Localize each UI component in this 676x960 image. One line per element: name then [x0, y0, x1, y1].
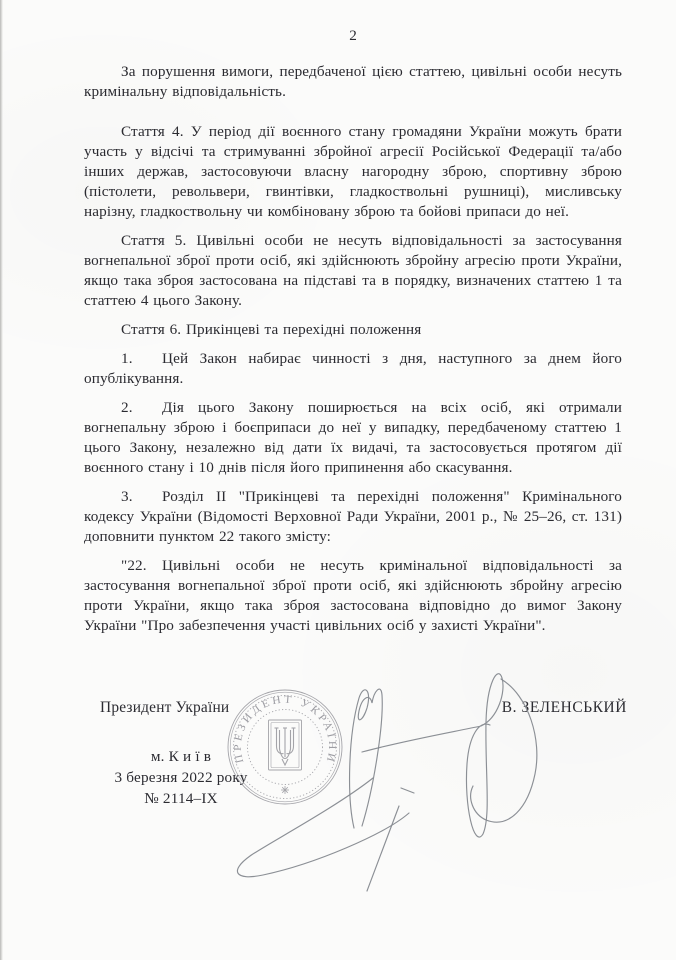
numbered-item-2 [84, 398, 622, 478]
item-text: Дія цього Закону поширюється на всіх осіб, які отримали вогнепальну зброю і боєприпаси до неї у випадку, передбаченому статтею 1 цього Закону, незалежно від дати їх видачі, та застосовується протягом дії воєнного стану і 10 днів після його припинення або скасування. [84, 399, 622, 476]
paragraph-article-4: Стаття 4. У період дії воєнного стану громадяни України можуть брати участь у відсічі та стримуванні збройної агресії Російської Федерації та/або інших держав, застосовуючи власну нагородну зброю, спортивну зброю (пістолети, револьвери, гвинтівки, гладкоствольні рушниці), мисливську нарізну, гладкоствольну чи комбіновану зброю та бойові припаси до неї. [84, 123, 622, 220]
signature-place: м. К и ї в [150, 748, 212, 765]
paragraph-article-5: Стаття 5. Цивільні особи не несуть відповідальності за застосування вогнепальної зброї проти осіб, які здійснюють збройну агресію проти України, якщо така зброя застосована на підставі та в порядку, визначених статтею 1 та статтею 4 цього Закону. [84, 232, 622, 309]
seal-ring-text: ПРЕЗИДЕНТ УКРАЇНИ [232, 694, 338, 765]
numbered-item-3 [84, 487, 622, 547]
signer-title: Президент України [100, 699, 230, 716]
signer-name: В. ЗЕЛЕНСЬКИЙ [501, 699, 627, 716]
item-text: Розділ II "Прикінцеві та перехідні положення" Кримінального кодексу України (Відомості Верховної Ради України, 2001 р., № 25–26, ст. 131) доповнити пунктом 22 такого змісту: [84, 488, 622, 545]
document-number: № 2114–IX [144, 789, 218, 807]
page-number: 2 [349, 27, 357, 44]
signature-autograph [215, 648, 555, 948]
signature-date: 3 березня 2022 року [114, 768, 248, 786]
quoted-provision-22: "22. Цивільні особи не несуть кримінальної відповідальності за застосування вогнепальної зброї проти осіб, які здійснюють збройну агресію проти України, якщо така зброя застосована відповідно до вимог Закону України "Про забезпечення участі цивільних осіб у захисті України". [84, 557, 622, 634]
signature-stroke-left-zigzag [350, 689, 383, 828]
item-text: Цей Закон набирає чинності з дня, наступного за днем його опублікування. [84, 350, 622, 387]
signature-stroke-connector-loop [362, 674, 503, 837]
signature-stroke-flat-loop [237, 778, 409, 877]
item-number: 3. [121, 488, 133, 505]
paragraph-liability: За порушення вимоги, передбаченої цією статтею, цивільні особи несуть кримінальну відповідальність. [84, 63, 622, 100]
numbered-item-1 [84, 349, 622, 389]
item-number: 2. [121, 399, 133, 416]
signature-stroke-slash [367, 806, 399, 891]
signature-stroke-big-curve [471, 679, 537, 822]
article-6-heading: Стаття 6. Прикінцеві та перехідні положення [121, 321, 422, 338]
document-text-column [84, 26, 622, 636]
signature-stroke-dash [401, 788, 414, 793]
item-number: 1. [121, 350, 133, 367]
